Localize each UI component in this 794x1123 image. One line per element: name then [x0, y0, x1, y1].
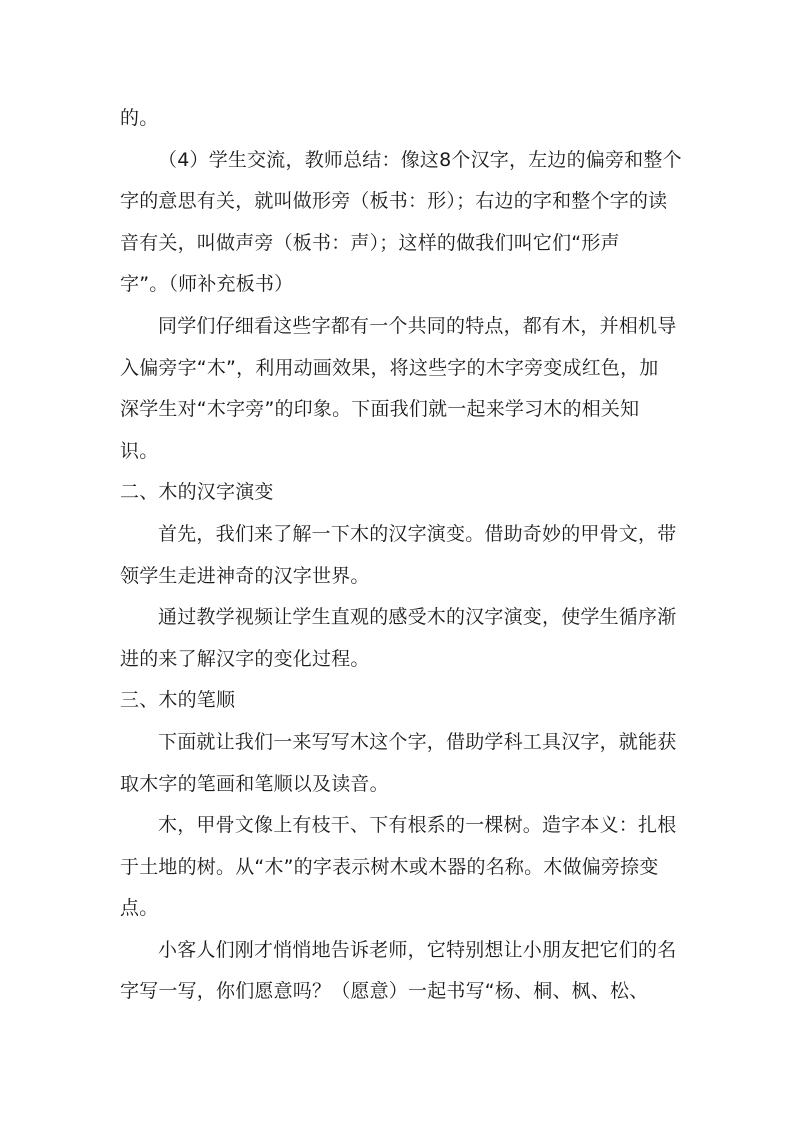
text-line-21: 小客人们刚才悄悄地告诉老师，它特别想让小朋友把它们的名	[158, 938, 677, 961]
text-line-13: 通过教学视频让学生直观的感受木的汉字演变，使学生循序渐	[158, 606, 677, 629]
text-line-2: （4）学生交流，教师总结：像这8个汉字，左边的偏旁和整个	[158, 148, 682, 171]
text-line-14: 进的来了解汉字的变化过程。	[120, 647, 370, 670]
text-line-11: 首先，我们来了解一下木的汉字演变。借助奇妙的甲骨文，带	[158, 522, 677, 545]
text-line-17: 取木字的笔画和笔顺以及读音。	[120, 772, 389, 795]
text-line-4: 音有关，叫做声旁（板书：声）；这样的做我们叫它们“形声	[120, 231, 620, 254]
text-line-12: 领学生走进神奇的汉字世界。	[120, 564, 370, 587]
section-heading-3: 三、木的笔顺	[120, 689, 236, 712]
text-line-19: 于土地的树。从“木”的字表示树木或木器的名称。木做偏旁捺变	[120, 855, 659, 878]
text-line-22: 字写一写，你们愿意吗？（愿意）一起书写“杨、桐、枫、松、	[120, 980, 649, 1003]
section-heading-2: 二、木的汉字演变	[120, 481, 274, 504]
document-body	[120, 102, 680, 1017]
text-line-16: 下面就让我们一来写写木这个字，借助学科工具汉字，就能获	[158, 730, 677, 753]
text-line-18: 木，甲骨文像上有枝干、下有根系的一棵树。造字本义：扎根	[158, 814, 677, 837]
text-line-9: 识。	[120, 439, 159, 462]
text-line-6: 同学们仔细看这些字都有一个共同的特点，都有木，并相机导	[158, 314, 677, 337]
text-line-8: 深学生对“木字旁”的印象。下面我们就一起来学习木的相关知	[120, 398, 640, 421]
text-line-5: 字”。（师补充板书）	[120, 273, 294, 296]
text-line-7: 入偏旁字“木”，利用动画效果，将这些字的木字旁变成红色，加	[120, 356, 659, 379]
text-line-1: 的。	[120, 107, 159, 129]
text-line-20: 点。	[120, 897, 159, 920]
text-line-3: 字的意思有关，就叫做形旁（板书：形）；右边的字和整个字的读	[120, 190, 668, 213]
